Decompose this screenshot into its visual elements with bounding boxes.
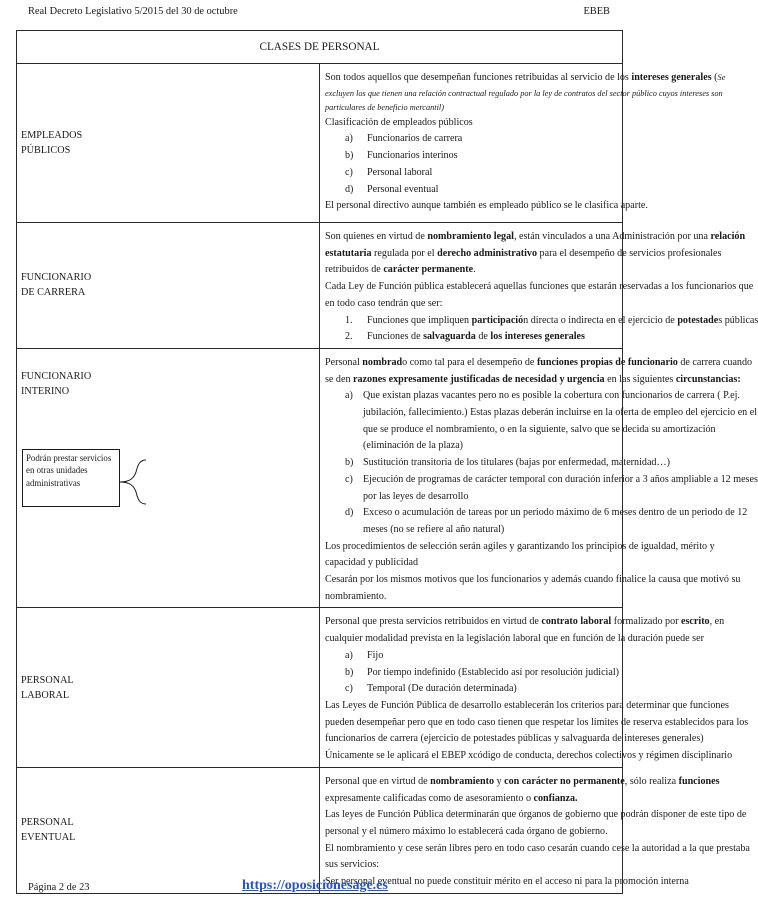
list-item — [325, 681, 617, 698]
bold-span: confianza. — [533, 792, 578, 804]
list-text: Funcionarios interinos — [367, 150, 458, 162]
page-number: Página 2 de 23 — [28, 882, 90, 893]
text-span: y — [494, 775, 505, 787]
note-line: particulares de beneficio mercantil) — [325, 102, 444, 112]
label-line: FUNCIONARIO — [21, 272, 92, 284]
text-line: Cada Ley de Función pública establecerá aquellas funciones que estarán reservadas a los funcionarios que — [325, 281, 754, 293]
list-item — [325, 329, 617, 346]
label-line: PERSONAL — [21, 817, 74, 829]
label-line: PÚBLICOS — [21, 145, 71, 156]
page-footer — [28, 878, 610, 896]
list-text: Personal eventual — [367, 183, 439, 195]
bold-span: salvaguarda — [423, 331, 476, 343]
bold-span: relación — [710, 231, 746, 242]
label-line: FUNCIONARIO — [21, 370, 92, 382]
label-personal-eventual — [17, 767, 320, 893]
text-line — [325, 70, 726, 87]
list-text: Por tiempo indefinido (Establecido así por resolución judicial) — [367, 666, 620, 678]
list-marker: b) — [345, 457, 354, 469]
text-span: . — [473, 264, 476, 276]
list-text: Ejecución de programas de carácter temporal con duración inferior a 3 años ampliable a 12 meses — [363, 473, 758, 485]
brace-connector-icon — [118, 456, 148, 510]
bold-span: potestade — [677, 314, 719, 326]
list-marker: b) — [345, 666, 354, 678]
list-marker: d) — [345, 183, 354, 195]
row-funcionario-carrera — [17, 223, 623, 349]
list-item — [325, 472, 758, 489]
text-span: para el desempeño de servicios profesionales — [537, 247, 722, 259]
row-personal-laboral — [17, 608, 623, 767]
list-text: Temporal (De duración determinada) — [367, 683, 517, 695]
bold-span: funciones propias de funcionario — [536, 356, 678, 368]
bold-span: nombrad — [362, 356, 403, 368]
text-line — [325, 262, 617, 279]
text-line: Clasificación de empleados públicos — [325, 116, 473, 128]
bold-span: escrito — [681, 616, 710, 628]
bold-span: funciones — [678, 775, 720, 787]
text-line: Las Leyes de Función Pública de desarrollo establecerán los criterios para determinar que funciones — [325, 699, 729, 711]
text-line: capacidad y publicidad — [325, 557, 419, 569]
bold-span: participació — [471, 314, 524, 326]
text-span: , sólo realiza — [624, 775, 679, 787]
list-item — [325, 665, 620, 682]
list-marker: c) — [345, 683, 353, 695]
content-personal-laboral — [320, 608, 749, 767]
text-line: Únicamente se le aplicará el EBEP xcódigo de conducta, derechos colectivos y régimen disciplinario — [325, 750, 733, 762]
list-continuation: por las leyes de desarrollo — [363, 490, 469, 502]
list-marker: a) — [345, 649, 353, 661]
bold-span: circunstancias: — [675, 373, 741, 385]
text-line — [325, 614, 725, 631]
text-line: Los procedimientos de selección serán agiles y garantizando los principios de igualdad, mérito y — [325, 540, 715, 552]
list-item — [325, 313, 758, 330]
row-personal-eventual — [17, 767, 623, 893]
text-span: , en — [709, 616, 725, 628]
list-marker: d) — [345, 507, 354, 519]
table-title-row — [17, 31, 623, 64]
text-line: Las leyes de Función Pública determinarán que órganos de gobierno que podrán disponer de este tipo de — [325, 809, 747, 821]
list-continuation: (eliminación de la plaza) — [363, 440, 464, 452]
text-line: nombramiento. — [325, 590, 387, 602]
text-line: sus servicios: — [325, 859, 380, 871]
list-text: Sustitución transitoria de los titulares (bajas por enfermedad, maternidad…) — [363, 457, 670, 469]
header-code: EBEB — [583, 6, 610, 17]
note-line: excluyen los que tienen una relación contractual regulado por la ley de contratos del sector público cuyos intereses son — [325, 88, 723, 98]
text-span: expresamente calificadas como de asesoramiento o — [325, 792, 534, 804]
text-line — [325, 791, 617, 808]
text-span: Funciones que impliquen — [367, 314, 472, 326]
list-continuation: meses (no se refiere al año natural) — [363, 523, 505, 535]
text-span: , están vinculados a una Administración por una — [513, 231, 711, 242]
text-span: Personal que en virtud de — [325, 775, 431, 787]
text-span: en las siguientes — [604, 373, 676, 385]
bold-span: estatutaria — [325, 247, 372, 259]
label-line: PERSONAL — [21, 674, 74, 686]
content-funcionario-carrera — [320, 223, 758, 349]
list-item — [325, 182, 617, 199]
list-text: Personal laboral — [367, 166, 433, 178]
list-marker: a) — [345, 390, 353, 402]
label-empleados-publicos — [17, 64, 320, 223]
text-line — [325, 774, 720, 791]
text-span: se den — [325, 373, 354, 385]
page-header — [28, 6, 610, 22]
text-span: Son quienes en virtud de — [325, 231, 428, 242]
text-line — [325, 246, 722, 263]
bold-span: carácter permanente — [383, 264, 474, 276]
bold-span: contrato laboral — [541, 616, 612, 628]
text-span: o como tal para el desempeño de — [402, 356, 537, 368]
text-line: El nombramiento y cese serán libres pero en todo caso cesarán cuando cese la autoridad a la que prestaba — [325, 842, 750, 854]
text-span: ( — [711, 72, 718, 83]
list-text: Exceso o acumulación de tareas por un periodo máximo de 6 meses dentro de un periodo de 12 — [363, 507, 748, 519]
list-item — [325, 455, 670, 472]
text-span: de carrera cuando — [677, 356, 753, 368]
list-marker: 1. — [345, 314, 353, 326]
callout-note: Podrán prestar servicios en otras unidades administrativas — [22, 449, 120, 507]
header-title: Real Decreto Legislativo 5/2015 del 30 de octubre — [28, 6, 238, 17]
list-continuation: jubilación, fallecimiento.) Estas plazas deberán incluirse en la oferta de empleo del ejercicio en el — [363, 407, 758, 419]
list-marker: c) — [345, 166, 353, 178]
label-line: INTERINO — [21, 385, 70, 397]
bold-span: razones expresamente justificadas de necesidad y urgencia — [353, 373, 605, 385]
text-span: formalizado por — [611, 616, 682, 628]
list-marker: a) — [345, 133, 353, 145]
text-span: Personal que presta servicios retribuidos en virtud de — [325, 616, 542, 628]
text-line — [325, 355, 753, 372]
list-text: Funcionarios de carrera — [367, 133, 463, 145]
text-line: personal y el número máximo lo establecerá cada órgano de gobierno. — [325, 825, 608, 837]
text-span: s públicas — [718, 314, 758, 326]
list-marker: 2. — [345, 331, 353, 343]
table-title: CLASES DE PERSONAL — [17, 31, 623, 64]
bold-span: intereses generales — [631, 72, 712, 83]
list-item — [325, 505, 748, 522]
label-line: LABORAL — [21, 689, 70, 701]
label-line: DE CARRERA — [21, 287, 86, 299]
text-line: Cesarán por los mismos motivos que los funcionarios y además cuando finalice la causa que motivó su — [325, 574, 741, 586]
label-funcionario-carrera — [17, 223, 320, 349]
label-line: EMPLEADOS — [21, 130, 83, 141]
text-line: Ser personal eventual no puede constituir mérito en el acceso ni para la promoción interna — [325, 876, 689, 888]
bold-span: los intereses generales — [490, 331, 585, 343]
list-item — [325, 165, 617, 182]
bold-span: derecho administrativo — [437, 247, 538, 259]
label-line: EVENTUAL — [21, 832, 76, 844]
text-span: retribuidos de — [325, 264, 384, 276]
text-line — [325, 229, 746, 246]
list-text: Fijo — [367, 649, 384, 661]
bold-span: con carácter no permanente — [504, 775, 625, 787]
label-personal-laboral — [17, 608, 320, 767]
text-span: Personal — [325, 356, 363, 368]
text-line: cualquier modalidad prevista en la legislación laboral que en función de la duración puede ser — [325, 633, 704, 645]
text-span: de — [475, 331, 491, 343]
list-marker: b) — [345, 150, 354, 162]
list-item — [325, 131, 617, 148]
list-continuation: que se produce el nombramiento, o en la siguiente, salvo que se decida su amortización — [363, 423, 716, 435]
content-empleados-publicos — [320, 64, 726, 223]
italic-span: Se — [717, 73, 726, 82]
content-personal-eventual — [320, 767, 750, 893]
text-line — [325, 372, 741, 389]
bold-span: nombramiento — [430, 775, 495, 787]
text-line: en todo caso tendrán que ser: — [325, 297, 443, 309]
text-span: n directa o indirecta en el ejercicio de — [523, 314, 678, 326]
text-span: Son todos aquellos que desempeñan funciones retribuidas al servicio de los — [325, 72, 632, 83]
content-funcionario-interino — [320, 348, 758, 608]
footer-link[interactable]: https://oposicionesage.es — [242, 878, 388, 893]
list-item — [325, 148, 617, 165]
text-line: funcionarios de carrera (ejercicio de potestades públicas y salvaguarda de intereses generales) — [325, 733, 704, 745]
list-marker: c) — [345, 473, 353, 485]
text-line: pueden desempeñar pero que en todo caso tienen que respetar los límites de reserva establecidos para los — [325, 716, 749, 728]
text-span: regulada por el — [371, 247, 438, 259]
text-span: Funciones de — [367, 331, 424, 343]
list-item — [325, 388, 740, 405]
row-empleados-publicos — [17, 64, 623, 223]
list-item — [325, 648, 617, 665]
list-text: Que existan plazas vacantes pero no es posible la cobertura con funcionarios de carrera ( P.ej. — [363, 390, 740, 402]
text-line: El personal directivo aunque también es empleado público se le clasifica aparte. — [325, 200, 648, 212]
bold-span: nombramiento legal — [427, 231, 514, 242]
